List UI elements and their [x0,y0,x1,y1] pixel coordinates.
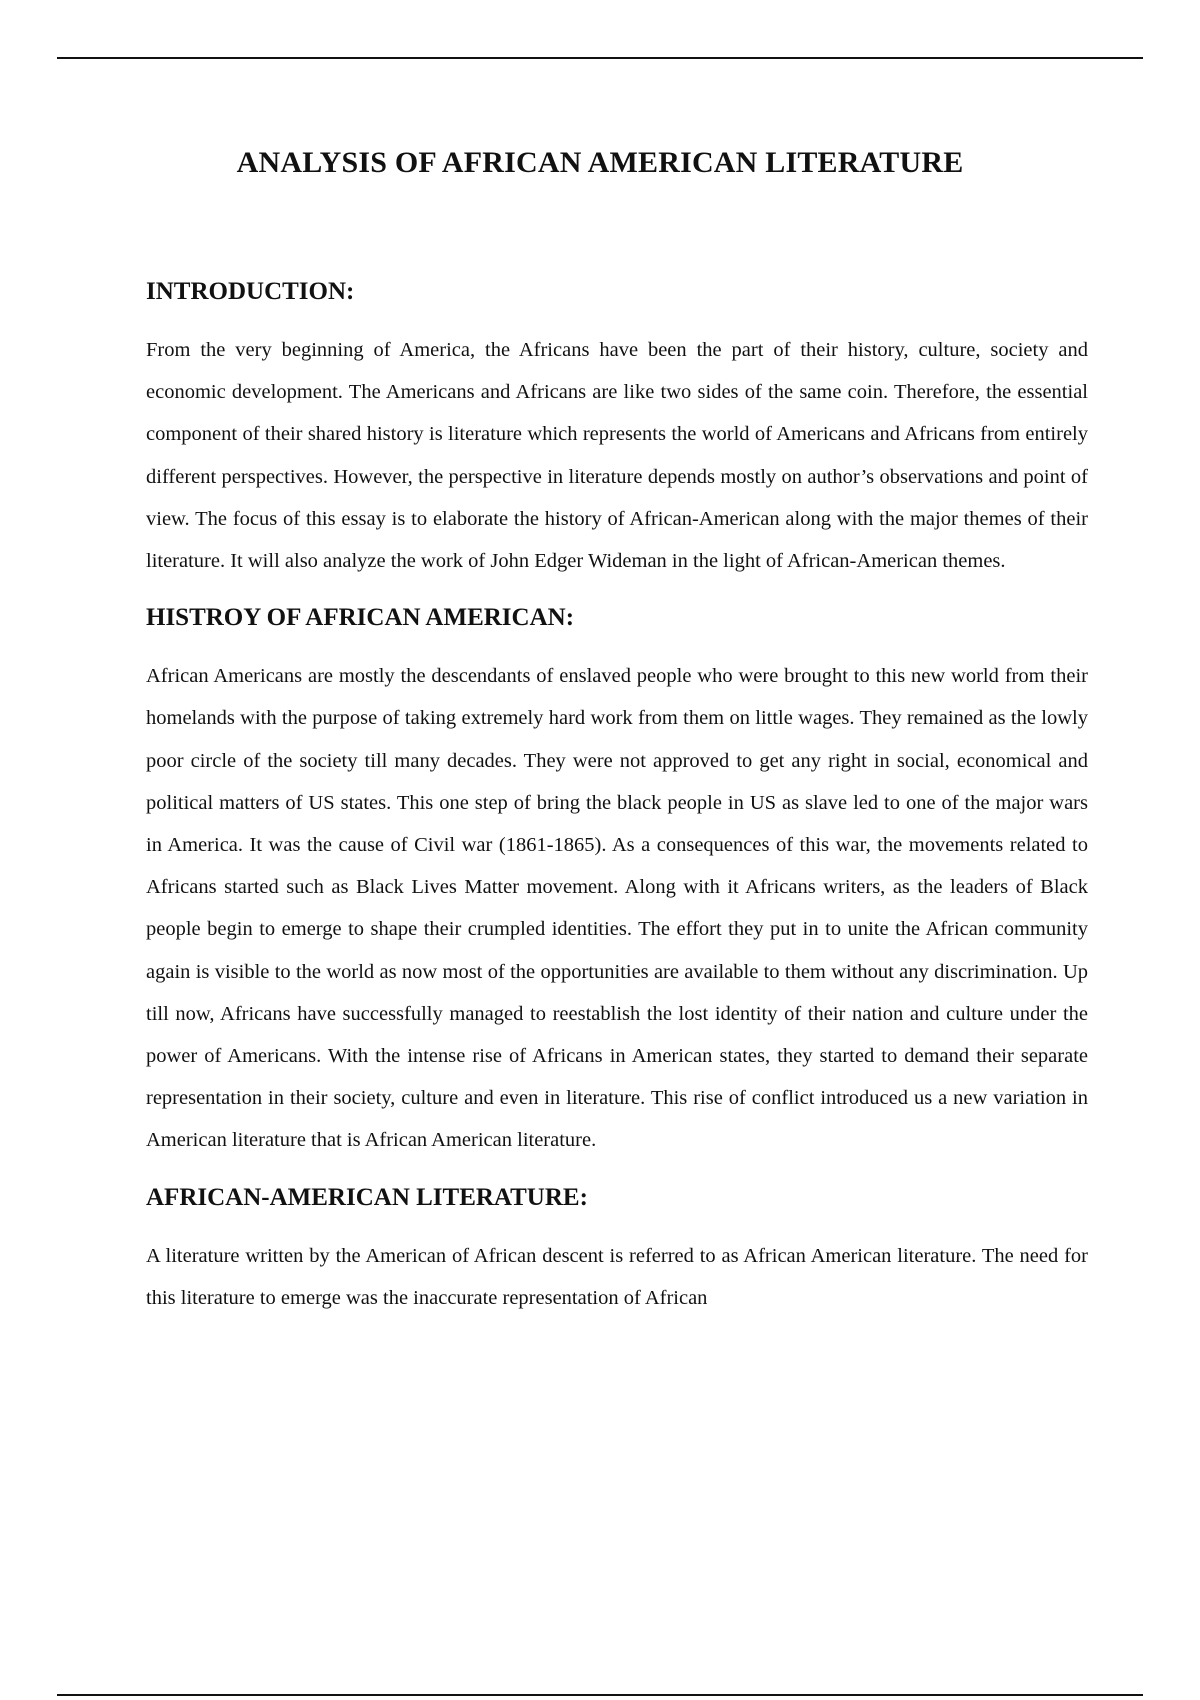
bottom-rule [57,1694,1143,1696]
top-rule [57,57,1143,59]
section-paragraph-literature: A literature written by the American of African descent is referred to as African American literature. The need for this literature to emerge was the inaccurate representation of African [146,1244,1088,1309]
section-heading-introduction: INTRODUCTION: [146,278,355,305]
section-heading-history: HISTROY OF AFRICAN AMERICAN: [146,604,575,632]
section-paragraph-introduction: From the very beginning of America, the Africans have been the part of their history, culture, society and economic development. The Americans and Africans are like two sides of the same coin. Therefore, the essential component of their shared history is literature which represents the world of Americans and Africans from entirely different perspectives. However, the perspective in literature depends mostly on author’s observations and point of view. The focus of this essay is to elaborate the history of African-American along with the major themes of their literature. It will also analyze the work of John Edger Wideman in the light of African-American themes. [146,339,1088,573]
document-title: ANALYSIS OF AFRICAN AMERICAN LITERATURE [236,146,964,179]
section-paragraph-history: African Americans are mostly the descendants of enslaved people who were brought to this new world from their homelands with the purpose of taking extremely hard work from them on little wages. They remained as the lowly poor circle of the society till many decades. They were not approved to get any right in social, economical and political matters of US states. This one step of bring the black people in US as slave led to one of the major wars in America. It was the cause of Civil war (1861-1865). As a consequences of this war, the movements related to Africans started such as Black Lives Matter movement. Along with it Africans writers, as the leaders of Black people begin to emerge to shape their crumpled identities. The effort they put in to unite the African community again is visible to the world as now most of the opportunities are available to them without any discrimination. Up till now, Africans have successfully managed to reestablish the lost identity of their nation and culture under the power of Americans. With the intense rise of Africans in American states, they started to demand their separate representation in their society, culture and even in literature. This rise of conflict introduced us a new variation in American literature that is African American literature. [146,665,1088,1152]
section-heading-literature: AFRICAN-AMERICAN LITERATURE: [146,1183,588,1211]
document-body [146,270,1088,1333]
